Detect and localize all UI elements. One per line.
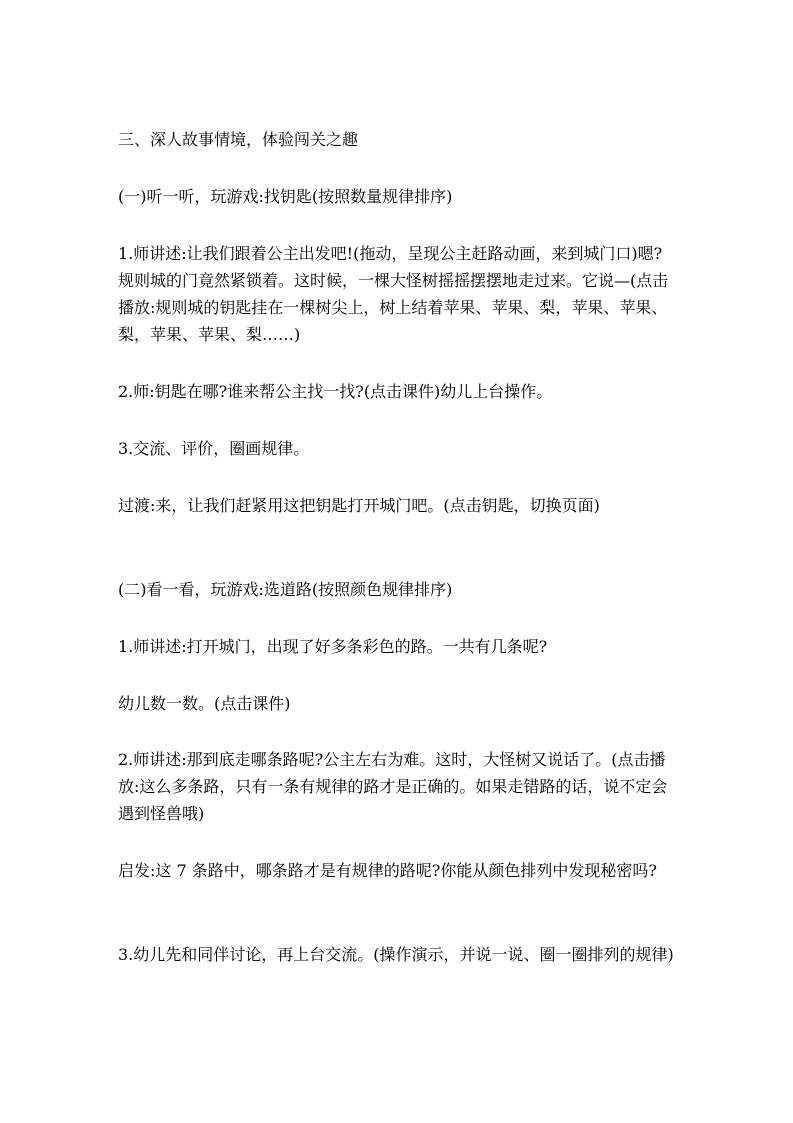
paragraph-step-b2: 2.师讲述:那到底走哪条路呢?公主左右为难。这时，大怪树又说话了。(点击播放:这么多条路，只有一条有规律的路才是正确的。如果走错路的话，说不定会遇到怪兽哦)	[118, 750, 668, 823]
paragraph-step-1: 1.师讲述:让我们跟着公主出发吧!(拖动，呈现公主赶路动画，来到城门口)嗯?规则城的门竟然紧锁着。这时候，一棵大怪树摇摇摆摆地走过来。它说—(点击播放:规则城的钥匙挂在一棵树尖上，树上结着苹果、苹果、梨，苹果、苹果、梨，苹果、苹果、梨……)	[118, 244, 669, 344]
subsection-heading-2: (二)看一看，玩游戏:选道路(按照颜色规律排序)	[118, 580, 453, 599]
paragraph-step-b1: 1.师讲述:打开城门，出现了好多条彩色的路。一共有几条呢?	[118, 637, 548, 656]
paragraph-inspire: 启发:这 7 条路中，哪条路才是有规律的路呢?你能从颜色排列中发现秘密吗?	[118, 861, 657, 880]
paragraph-count: 幼儿数一数。(点击课件)	[118, 694, 291, 713]
paragraph-step-b3: 3.幼儿先和同伴讨论，再上台交流。(操作演示，并说一说、圈一圈排列的规律)	[118, 945, 674, 964]
section-heading: 三、深人故事情境，体验闯关之趣	[118, 130, 359, 149]
paragraph-step-2: 2.师:钥匙在哪?谁来帮公主找一找?(点击课件)幼儿上台操作。	[118, 382, 553, 401]
paragraph-step-3: 3.交流、评价，圈画规律。	[118, 439, 310, 458]
paragraph-transition: 过渡:来，让我们赶紧用这把钥匙打开城门吧。(点击钥匙，切换页面)	[118, 496, 600, 515]
subsection-heading-1: (一)听一听，玩游戏:找钥匙(按照数量规律排序)	[118, 187, 453, 206]
